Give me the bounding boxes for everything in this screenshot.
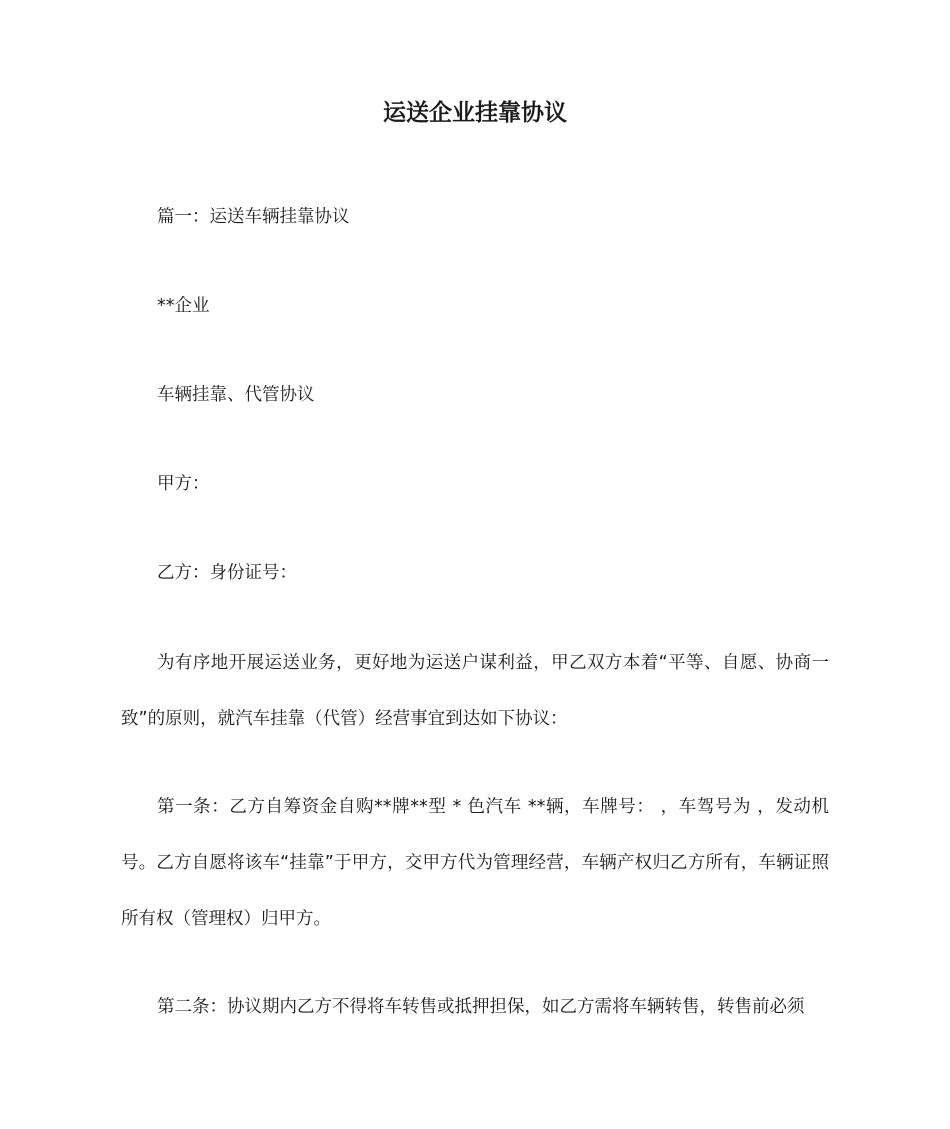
article-1-paragraph: 第一条：乙方自筹资金自购**牌**型 * 色汽车 **辆，车牌号： ，车驾号为 ，发动机号。乙方自愿将该车“挂靠”于甲方，交甲方代为管理经营，车辆产权归乙方所有，车辆证照所有权（管理权）归甲方。 — [121, 797, 829, 929]
document-title: 运送企业挂靠协议 — [383, 100, 567, 126]
chapter-heading: 篇一：运送车辆挂靠协议 — [157, 207, 350, 227]
party-b-line: 乙方：身份证号： — [157, 563, 297, 583]
agreement-subtitle: 车辆挂靠、代管协议 — [157, 385, 315, 405]
intro-paragraph: 为有序地开展运送业务，更好地为运送户谋利益，甲乙双方本着“平等、自愿、协商一致”的原则，就汽车挂靠（代管）经营事宜到达如下协议： — [121, 653, 829, 729]
company-name: **企业 — [157, 296, 210, 316]
article-2-paragraph: 第二条：协议期内乙方不得将车转售或抵押担保，如乙方需将车辆转售，转售前必须 — [157, 997, 805, 1017]
party-a-line: 甲方： — [157, 474, 210, 494]
